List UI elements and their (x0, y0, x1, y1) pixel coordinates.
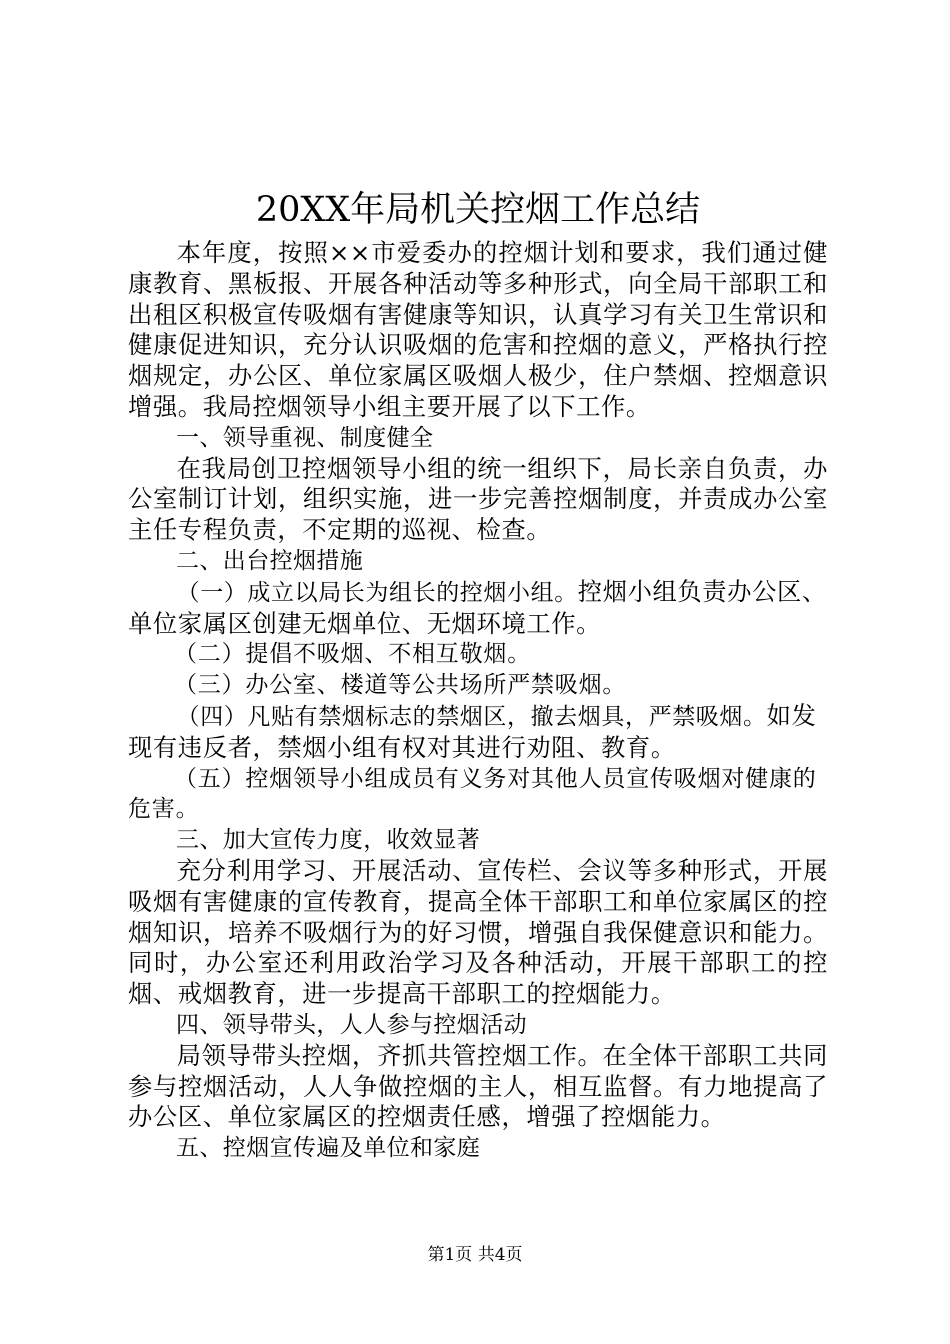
measure-item-4-lead: （四）凡贴有禁烟标志的禁烟区，撤去烟具，严禁吸烟。 (176, 703, 767, 730)
section-3-body: 充分利用学习、开展活动、宣传栏、会议等多种形式，开展吸烟有害健康的宣传教育，提高全体干部职工和单位家属区的控烟知识，培养不吸烟行为的好习惯，增强自我保健意识和能力。同时，办公室还利用政治学习及各种活动，开展干部职工的控烟、戒烟教育，进一步提高干部职工的控烟能力。 (128, 855, 828, 1009)
section-1-heading: 一、领导重视、制度健全 (176, 424, 434, 451)
section-1-body: 在我局创卫控烟领导小组的统一组织下，局长亲自负责，办公室制订计划，组织实施，进一步完善控烟制度，并责成办公室主任专程负责，不定期的巡视、检查。 (128, 453, 828, 545)
document-body (128, 182, 828, 1164)
page-footer: 第1页 共4页 (427, 1245, 523, 1265)
section-3-heading: 三、加大宣传力度，收效显著 (176, 827, 481, 854)
section-5-heading: 五、控烟宣传遍及单位和家庭 (176, 1135, 481, 1162)
measure-item-3: （三）办公室、楼道等公共场所严禁吸烟。 (174, 672, 627, 699)
measure-item-1-lead: （一）成立以局长为组长的控烟小组。 (176, 579, 578, 606)
section-4-body: 局领导带头控烟，齐抓共管控烟工作。在全体干部职工共同参与控烟活动，人人争做控烟的主人，相互监督。有力地提高了办公区、单位家属区的控烟责任感，增强了控烟能力。 (128, 1040, 828, 1132)
measure-item-4-rest: 如发现有违反者，禁烟小组有权对其进行劝阻、教育。 (128, 700, 817, 762)
section-4-heading: 四、领导带头，人人参与控烟活动 (176, 1011, 527, 1038)
measure-item-4 (128, 701, 828, 764)
document-title: 20XX年局机关控烟工作总结 (255, 190, 701, 230)
section-2-heading: 二、出台控烟措施 (176, 547, 364, 574)
measure-item-5: （五）控烟领导小组成员有义务对其他人员宣传吸烟对健康的危害。 (128, 765, 817, 823)
measure-item-1 (128, 577, 828, 640)
measure-item-1-rest: 控烟小组负责办公区、单位家属区创建无烟单位、无烟环境工作。 (128, 576, 827, 638)
measure-item-2: （二）提倡不吸烟、不相互敬烟。 (174, 641, 531, 668)
intro-paragraph: 本年度，按照××市爱委办的控烟计划和要求，我们通过健康教育、黑板报、开展各种活动等多种形式，向全局干部职工和出租区积极宣传吸烟有害健康等知识，认真学习有关卫生常识和健康促进知识，充分认识吸烟的危害和控烟的意义，严格执行控烟规定，办公区、单位家属区吸烟人极少，住户禁烟、控烟意识增强。我局控烟领导小组主要开展了以下工作。 (128, 238, 828, 421)
